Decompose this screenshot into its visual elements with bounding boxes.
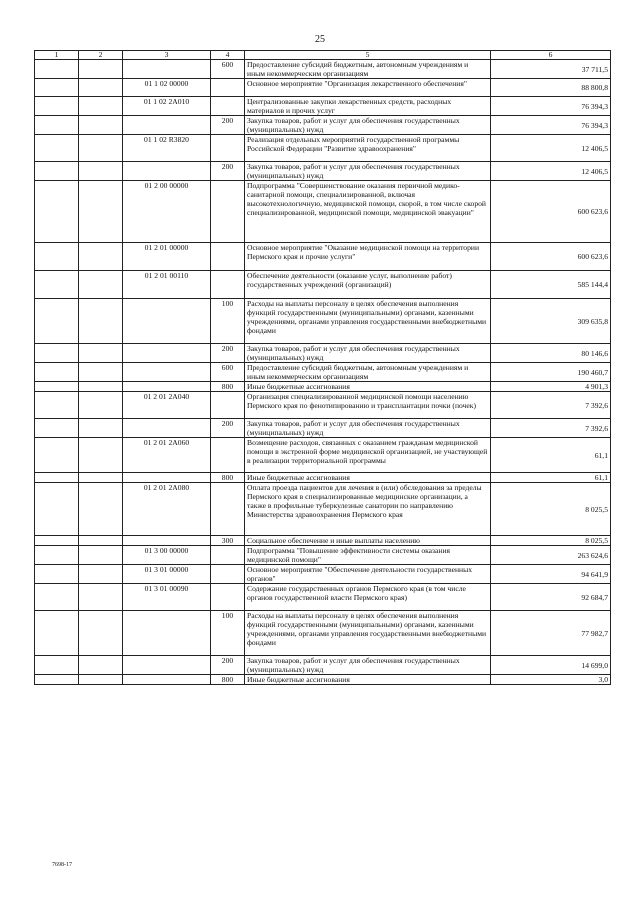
target-code-cell — [123, 419, 211, 438]
expense-type-cell — [211, 584, 245, 611]
col2-cell — [79, 675, 123, 685]
expense-type-cell: 800 — [211, 382, 245, 392]
table-row — [35, 299, 611, 344]
table-row — [35, 392, 611, 419]
budget-table — [34, 50, 611, 685]
amount-cell: 7 392,6 — [491, 392, 611, 419]
col2-cell — [79, 97, 123, 116]
col2-cell — [79, 483, 123, 536]
table-row — [35, 243, 611, 271]
target-code-cell: 01 3 01 00000 — [123, 565, 211, 584]
amount-cell: 14 699,0 — [491, 656, 611, 675]
col2-cell — [79, 656, 123, 675]
expense-type-cell: 300 — [211, 536, 245, 546]
col2-cell — [79, 536, 123, 546]
table-row — [35, 162, 611, 181]
target-code-cell: 01 2 00 00000 — [123, 181, 211, 243]
target-code-cell: 01 3 00 00000 — [123, 546, 211, 565]
item-name-cell: Иные бюджетные ассигнования — [245, 675, 491, 685]
item-name-cell: Основное мероприятие "Обеспечение деятельности государственных органов" — [245, 565, 491, 584]
col2-cell — [79, 611, 123, 656]
target-code-cell — [123, 363, 211, 382]
expense-type-cell — [211, 79, 245, 97]
col2-cell — [79, 116, 123, 135]
amount-cell: 309 635,8 — [491, 299, 611, 344]
header-cell: 4 — [211, 51, 245, 60]
expense-type-cell — [211, 483, 245, 536]
table-row — [35, 611, 611, 656]
item-name-cell: Подпрограмма "Совершенствование оказания первичной медико-санитарной помощи, специализированной, включая высокотехнологичную, медицинской помощи, скорой, в том числе скорой специализированной, медицинской помощи, медицинской эвакуации" — [245, 181, 491, 243]
table-row — [35, 565, 611, 584]
col1-cell — [35, 611, 79, 656]
target-code-cell — [123, 656, 211, 675]
target-code-cell — [123, 611, 211, 656]
expense-type-cell: 200 — [211, 116, 245, 135]
col2-cell — [79, 382, 123, 392]
item-name-cell: Содержание государственных органов Пермского края (в том числе органов государственной власти Пермского края) — [245, 584, 491, 611]
item-name-cell: Иные бюджетные ассигнования — [245, 473, 491, 483]
col2-cell — [79, 299, 123, 344]
col1-cell — [35, 79, 79, 97]
target-code-cell: 01 1 02 00000 — [123, 79, 211, 97]
col1-cell — [35, 299, 79, 344]
target-code-cell — [123, 382, 211, 392]
col1-cell — [35, 419, 79, 438]
table-row — [35, 584, 611, 611]
expense-type-cell: 200 — [211, 162, 245, 181]
col2-cell — [79, 584, 123, 611]
amount-cell: 76 394,3 — [491, 116, 611, 135]
table-row — [35, 116, 611, 135]
col1-cell — [35, 473, 79, 483]
amount-cell: 8 025,5 — [491, 483, 611, 536]
amount-cell: 37 711,5 — [491, 60, 611, 79]
amount-cell: 600 623,6 — [491, 243, 611, 271]
header-cell: 3 — [123, 51, 211, 60]
expense-type-cell: 200 — [211, 344, 245, 363]
amount-cell: 8 025,5 — [491, 536, 611, 546]
target-code-cell — [123, 299, 211, 344]
amount-cell: 12 406,5 — [491, 135, 611, 162]
col1-cell — [35, 97, 79, 116]
expense-type-cell — [211, 97, 245, 116]
amount-cell: 80 146,6 — [491, 344, 611, 363]
header-cell: 6 — [491, 51, 611, 60]
item-name-cell: Закупка товаров, работ и услуг для обеспечения государственных (муниципальных) нужд — [245, 419, 491, 438]
col1-cell — [35, 243, 79, 271]
table-row — [35, 97, 611, 116]
col2-cell — [79, 419, 123, 438]
target-code-cell: 01 2 01 2А060 — [123, 438, 211, 473]
col1-cell — [35, 656, 79, 675]
table-header-row — [35, 51, 611, 60]
target-code-cell — [123, 675, 211, 685]
item-name-cell: Расходы на выплаты персоналу в целях обеспечения выполнения функций государственными (муниципальными) органами, казенными учреждениями, органами управления государственными внебюджетными фондами — [245, 299, 491, 344]
table-row — [35, 60, 611, 79]
target-code-cell: 01 3 01 00090 — [123, 584, 211, 611]
table-row — [35, 536, 611, 546]
target-code-cell — [123, 116, 211, 135]
col1-cell — [35, 546, 79, 565]
amount-cell: 61,1 — [491, 473, 611, 483]
table-row — [35, 181, 611, 243]
col1-cell — [35, 438, 79, 473]
item-name-cell: Организация специализированной медицинской помощи населению Пермского края по фенотипированию и трансплантации почки (почек) — [245, 392, 491, 419]
item-name-cell: Подпрограмма "Повышение эффективности системы оказания медицинской помощи" — [245, 546, 491, 565]
table-row — [35, 656, 611, 675]
col1-cell — [35, 536, 79, 546]
col1-cell — [35, 135, 79, 162]
expense-type-cell — [211, 243, 245, 271]
item-name-cell: Основное мероприятие "Организация лекарственного обеспечения" — [245, 79, 491, 97]
amount-cell: 600 623,6 — [491, 181, 611, 243]
table-row — [35, 271, 611, 299]
table-row — [35, 419, 611, 438]
amount-cell: 77 982,7 — [491, 611, 611, 656]
expense-type-cell: 600 — [211, 60, 245, 79]
target-code-cell: 01 2 01 2А080 — [123, 483, 211, 536]
item-name-cell: Централизованные закупки лекарственных средств, расходных материалов и прочих услуг — [245, 97, 491, 116]
table-row — [35, 546, 611, 565]
col1-cell — [35, 344, 79, 363]
col2-cell — [79, 79, 123, 97]
expense-type-cell: 200 — [211, 656, 245, 675]
expense-type-cell: 800 — [211, 675, 245, 685]
target-code-cell — [123, 60, 211, 79]
col2-cell — [79, 243, 123, 271]
col1-cell — [35, 392, 79, 419]
item-name-cell: Закупка товаров, работ и услуг для обеспечения государственных (муниципальных) нужд — [245, 344, 491, 363]
item-name-cell: Возмещение расходов, связанных с оказанием гражданам медицинской помощи в экстренной форме медицинской организацией, не участвующей в реализации территориальной программы — [245, 438, 491, 473]
page-number: 25 — [315, 34, 325, 45]
col1-cell — [35, 382, 79, 392]
col2-cell — [79, 60, 123, 79]
target-code-cell — [123, 344, 211, 363]
col2-cell — [79, 162, 123, 181]
item-name-cell: Социальное обеспечение и иные выплаты населению — [245, 536, 491, 546]
expense-type-cell — [211, 392, 245, 419]
col2-cell — [79, 363, 123, 382]
item-name-cell: Закупка товаров, работ и услуг для обеспечения государственных (муниципальных) нужд — [245, 162, 491, 181]
amount-cell: 94 641,9 — [491, 565, 611, 584]
item-name-cell: Закупка товаров, работ и услуг для обеспечения государственных (муниципальных) нужд — [245, 656, 491, 675]
amount-cell: 61,1 — [491, 438, 611, 473]
item-name-cell: Закупка товаров, работ и услуг для обеспечения государственных (муниципальных) нужд — [245, 116, 491, 135]
target-code-cell: 01 1 02 2А010 — [123, 97, 211, 116]
expense-type-cell — [211, 181, 245, 243]
expense-type-cell — [211, 271, 245, 299]
amount-cell: 3,0 — [491, 675, 611, 685]
amount-cell: 92 684,7 — [491, 584, 611, 611]
table-row — [35, 675, 611, 685]
item-name-cell: Предоставление субсидий бюджетным, автономным учреждениям и иным некоммерческим организациям — [245, 363, 491, 382]
amount-cell: 4 901,3 — [491, 382, 611, 392]
target-code-cell — [123, 162, 211, 181]
col2-cell — [79, 344, 123, 363]
col2-cell — [79, 473, 123, 483]
item-name-cell: Обеспечение деятельности (оказание услуг, выполнение работ) государственных учреждений (организаций) — [245, 271, 491, 299]
expense-type-cell: 100 — [211, 299, 245, 344]
header-cell: 2 — [79, 51, 123, 60]
col2-cell — [79, 181, 123, 243]
expense-type-cell — [211, 135, 245, 162]
table-row — [35, 438, 611, 473]
col2-cell — [79, 438, 123, 473]
item-name-cell: Оплата проезда пациентов для лечения в (или) обследования за пределы Пермского края в специализированные медицинские организации, а также в профильные туберкулезные санатории по направлению Министерства здравоохранения Пермского края — [245, 483, 491, 536]
expense-type-cell — [211, 565, 245, 584]
col2-cell — [79, 546, 123, 565]
col2-cell — [79, 392, 123, 419]
table-row — [35, 344, 611, 363]
table-row — [35, 135, 611, 162]
col2-cell — [79, 271, 123, 299]
col1-cell — [35, 363, 79, 382]
col1-cell — [35, 565, 79, 584]
target-code-cell: 01 1 02 R3820 — [123, 135, 211, 162]
expense-type-cell: 600 — [211, 363, 245, 382]
col1-cell — [35, 584, 79, 611]
target-code-cell: 01 2 01 00000 — [123, 243, 211, 271]
table-row — [35, 382, 611, 392]
document-code: 7698-17 — [52, 862, 72, 868]
col2-cell — [79, 135, 123, 162]
col1-cell — [35, 271, 79, 299]
target-code-cell — [123, 473, 211, 483]
amount-cell: 190 460,7 — [491, 363, 611, 382]
amount-cell: 12 406,5 — [491, 162, 611, 181]
target-code-cell — [123, 536, 211, 546]
target-code-cell: 01 2 01 00110 — [123, 271, 211, 299]
table-row — [35, 483, 611, 536]
amount-cell: 263 624,6 — [491, 546, 611, 565]
expense-type-cell — [211, 546, 245, 565]
col2-cell — [79, 565, 123, 584]
item-name-cell: Расходы на выплаты персоналу в целях обеспечения выполнения функций государственными (муниципальными) органами, казенными учреждениями, органами управления государственными внебюджетными фондами — [245, 611, 491, 656]
expense-type-cell — [211, 438, 245, 473]
table-row — [35, 473, 611, 483]
expense-type-cell: 800 — [211, 473, 245, 483]
col1-cell — [35, 181, 79, 243]
table-row — [35, 79, 611, 97]
col1-cell — [35, 162, 79, 181]
header-cell: 5 — [245, 51, 491, 60]
amount-cell: 88 800,8 — [491, 79, 611, 97]
item-name-cell: Реализация отдельных мероприятий государственной программы Российской Федерации "Развитие здравоохранения" — [245, 135, 491, 162]
col1-cell — [35, 60, 79, 79]
col1-cell — [35, 483, 79, 536]
col1-cell — [35, 675, 79, 685]
item-name-cell: Предоставление субсидий бюджетным, автономным учреждениям и иным некоммерческим организациям — [245, 60, 491, 79]
amount-cell: 7 392,6 — [491, 419, 611, 438]
col1-cell — [35, 116, 79, 135]
header-cell: 1 — [35, 51, 79, 60]
expense-type-cell: 200 — [211, 419, 245, 438]
item-name-cell: Основное мероприятие "Оказание медицинской помощи на территории Пермского края и прочие услуги" — [245, 243, 491, 271]
amount-cell: 585 144,4 — [491, 271, 611, 299]
target-code-cell: 01 2 01 2А040 — [123, 392, 211, 419]
amount-cell: 76 394,3 — [491, 97, 611, 116]
expense-type-cell: 100 — [211, 611, 245, 656]
table-row — [35, 363, 611, 382]
item-name-cell: Иные бюджетные ассигнования — [245, 382, 491, 392]
